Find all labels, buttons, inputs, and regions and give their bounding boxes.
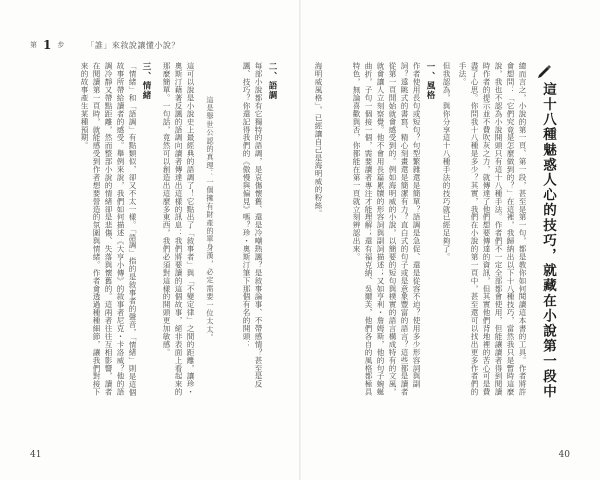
chapter-title: 這十八種魅惑人心的技巧，就藏在小說第一段中: [540, 82, 556, 400]
section-1-body: 作者使用長句或短句？句型繁雜還是簡單？語調是急促、還是從容不迫？使用多少形容詞與副詞？遠眺式的書寫、精心刻畫還是簡潔有力？直白式的句子或是意象豐富的語言？這些都是讀者從第一頁開始就會感受到的。例如海明威的小說，以簡要的短句與樸實的語言構成特有的文風，就會讓人立刻察覺。他不會用長篇累牘的形容詞與副詞描述；又如亨利・詹姆斯，他的句子蜿蜒曲折，子句一個接一個，需要讀者專注才能理解；還有福克納、吳爾芙，他們各自的風格都極具特色，無論喜歡與否，你都能在第一頁就立刻辨認出來。: [352, 62, 421, 396]
section-3-body: 「情緒」和「語調」有點類似，卻又不太一樣。「語調」指的是敘事者的聲音，「情緒」則是這個故事所帶給讀者的感受。舉例來說，我們如何描述《大亨小傳》的敘事者尼克・卡洛威？他的語調冷靜又帶點距離，然而整部小說的情緒卻是悲傷、失落與懷舊的。這兩者往往互相影響，讀者在閱讀第一頁時，就能感受到作者想要營造的氛圍與情緒。作者會透過種種細節，讓我們對接下來的故事產生某種預期。: [80, 62, 137, 397]
quote: 這是舉世公認的真理：一個擁有財產的單身漢，必定需要一位太太。: [206, 96, 215, 342]
intro-paragraph: 總而言之，小說的第一頁、第一段，甚至是第一句，都是教你如何閱讀這本書的工具。作者將許會想問：「它們究竟是怎麼做到的？」在這裡，我歸納出以下十八種技巧，當然我只是暫時這麼說，我也不認為小說開頭只有這十八種手法。作者們不一定全部都會使用，但能讓讀者得到閱讀時作者的提示並不費吹灰之力，就傳達了他們想要傳達的資訊，但其實他們背地裡的苦心可是費盡了心思。你問我十八種是多少？其實，我們在小說的第一頁中，甚至還可以找出更多作者們的手法。: [458, 62, 527, 396]
section-2-heading: 二、語調: [267, 62, 277, 100]
part-label: 第: [30, 41, 37, 49]
book-gutter: [299, 0, 301, 480]
page-number-right: 40: [558, 450, 570, 460]
part-suffix: 步: [57, 41, 65, 49]
pen-icon: [536, 62, 552, 78]
section-3-heading: 三、情緒: [141, 62, 151, 100]
section-1-heading: 一、風格: [425, 62, 435, 100]
page-number-left: 41: [30, 450, 42, 460]
running-head: [30, 38, 180, 52]
section-1-end: 海明威風格」，已經讓自己是海明威的粉絲。: [314, 62, 323, 218]
section-2-body: 每部小說都有它獨特的語調，是哀傷懷舊、還是冷嘲熱諷？是敘事論事、不帶感情？甚至是反諷、技巧？你還記得我們的《傲慢與偏見》嗎？珍・奧斯汀筆下那個有名的開頭：: [242, 62, 263, 388]
book-title: 「誰」來敘說讓懂小說？: [86, 40, 180, 50]
section-2-body-2: 這可以說是小說史上最經典的語調了！它點出了「敘事者」與「不變定律」之間的距離，讓珍・奧斯汀藉著反諷的語調向讀者傳達出這樣的訊息：我們將要讀的這個故事，絕非表面上看起來的那麼簡單。一句話，竟然可以創造出這麼多東西，我們必須對這樣的開頭更加敏感。: [162, 62, 195, 396]
part-number: 1: [43, 38, 52, 52]
intro-paragraph-2: 但我認為，與你分享這十八種手法的技巧就已經足夠了。: [442, 62, 451, 261]
